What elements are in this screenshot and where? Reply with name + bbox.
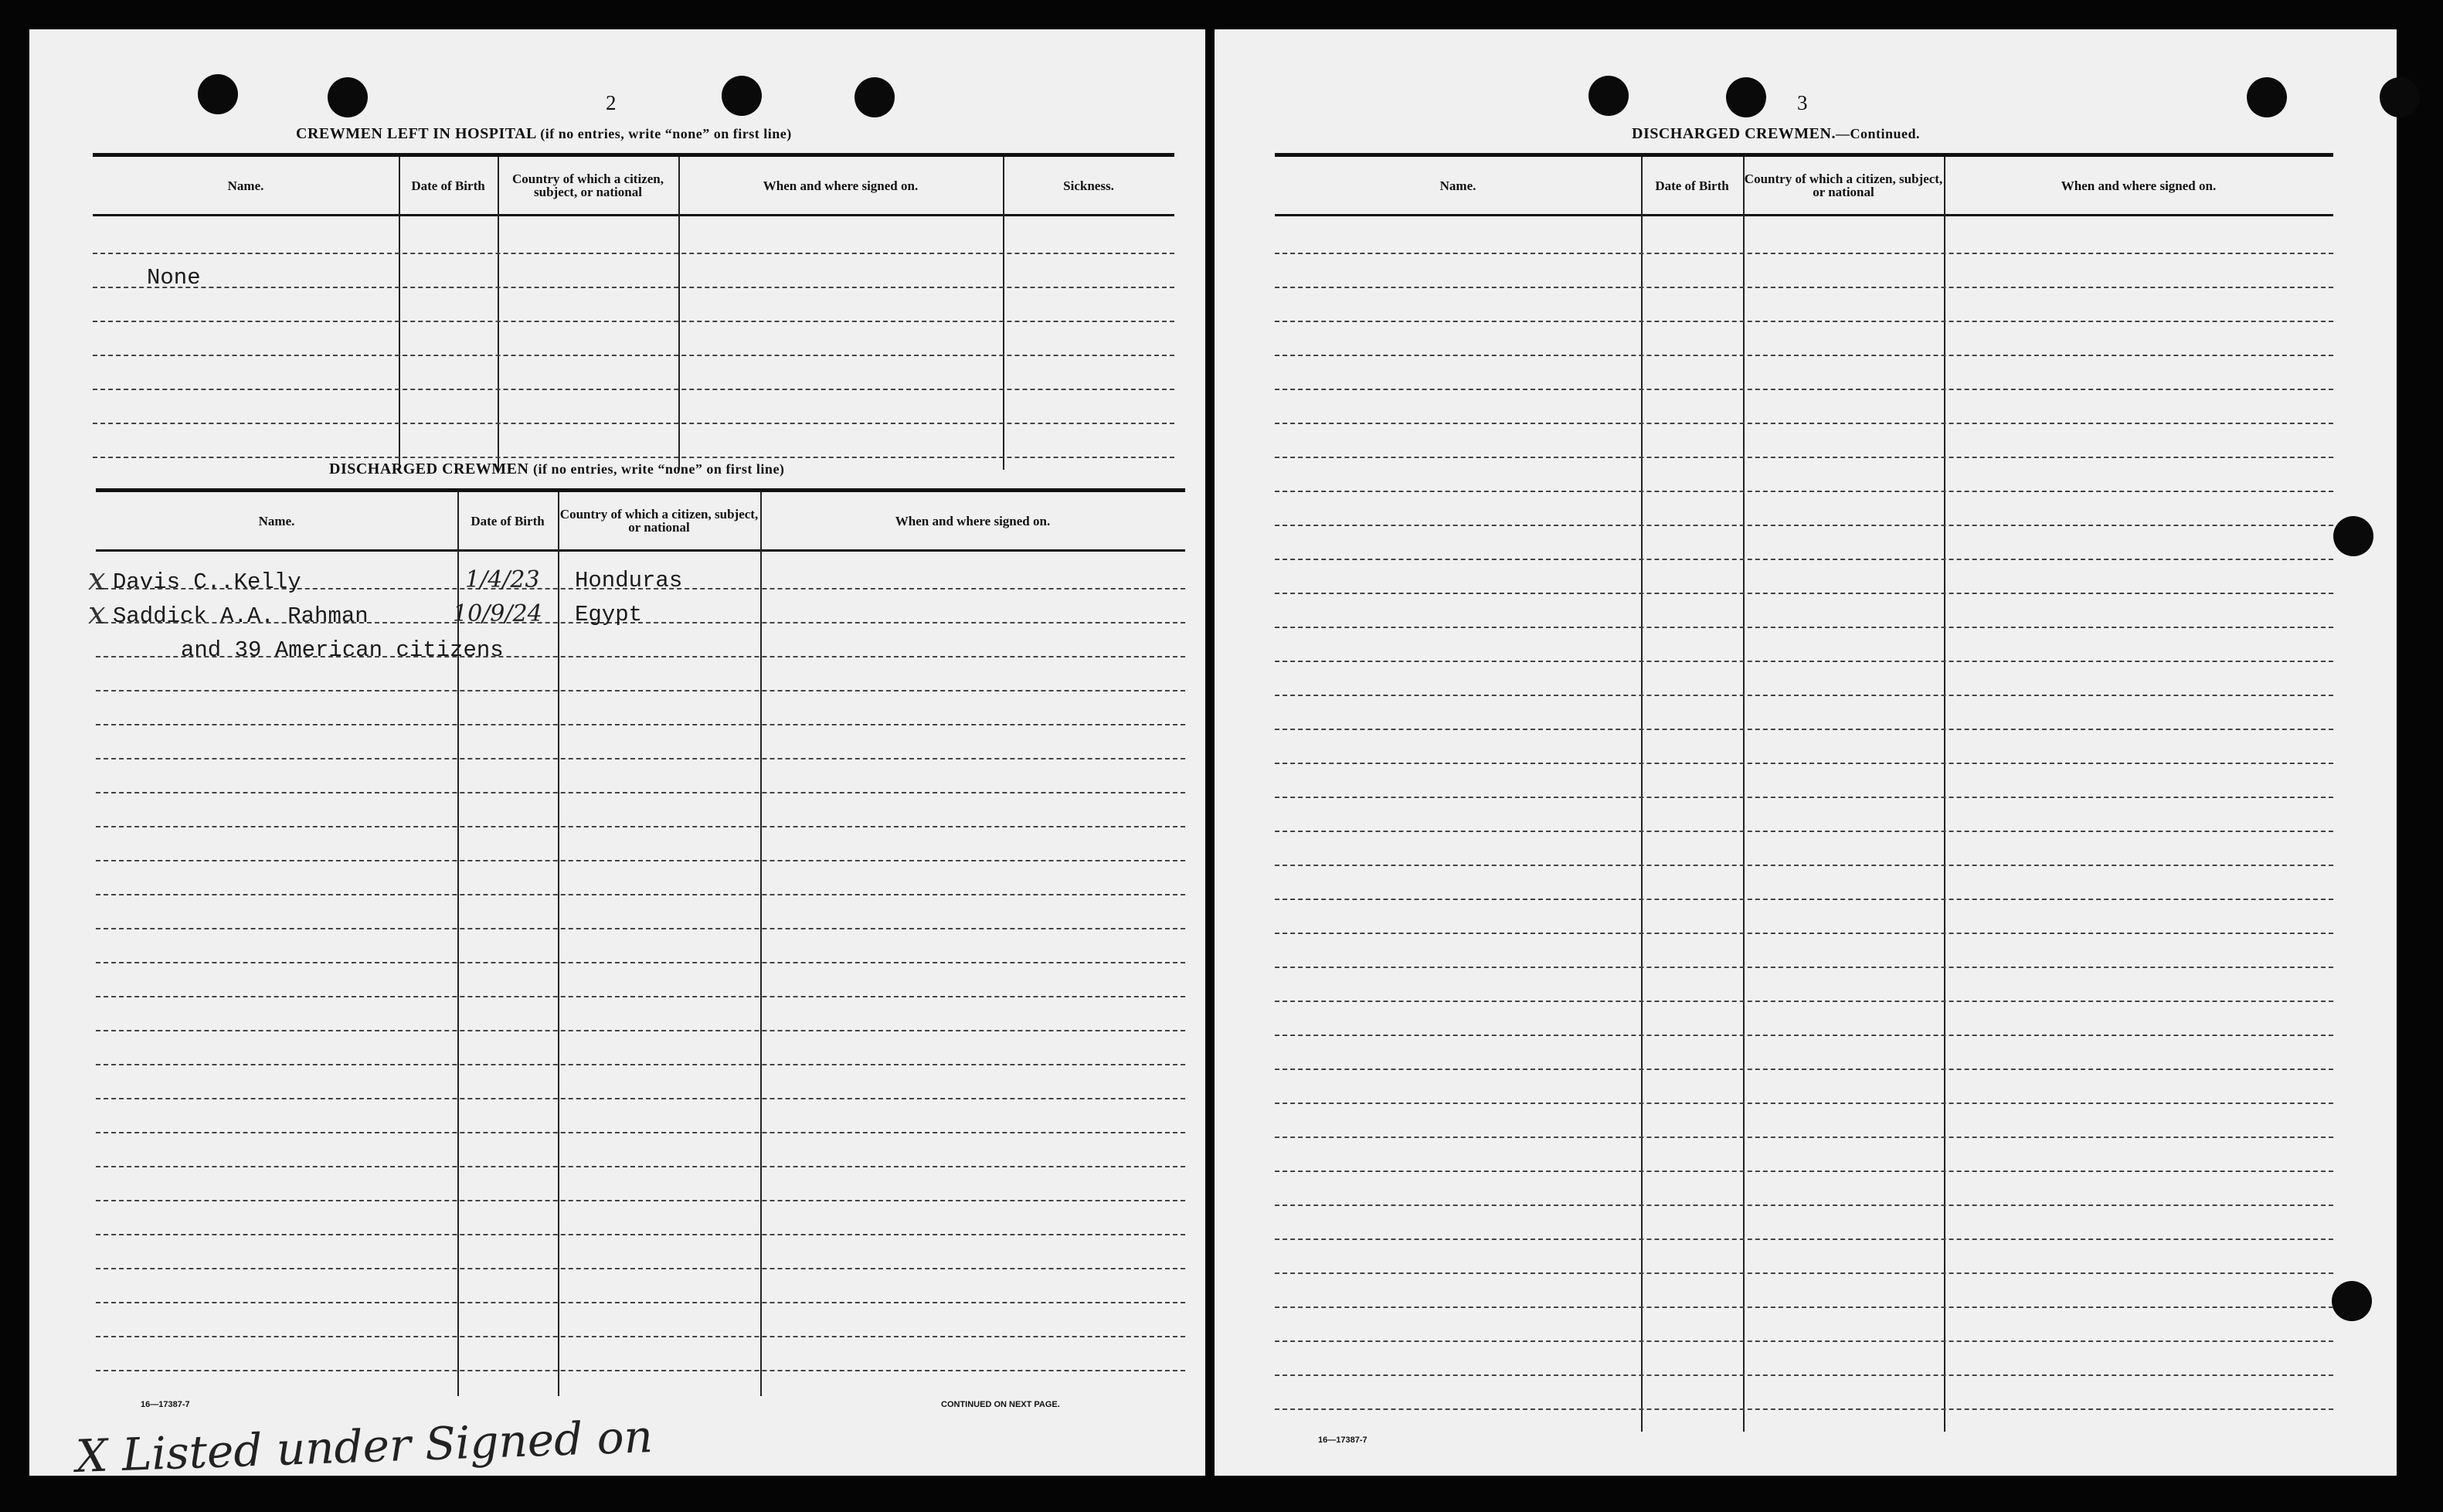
ruled-line bbox=[1275, 1001, 2333, 1002]
ruled-line bbox=[1275, 1103, 2333, 1104]
ruled-line bbox=[1275, 593, 2333, 594]
header-sickness: Sickness. bbox=[1063, 178, 1114, 193]
crewman-name: Davis C..Kelly bbox=[113, 569, 301, 595]
discharged-ruled-lines bbox=[96, 554, 1185, 1396]
ruled-line bbox=[93, 423, 1174, 424]
ruled-line bbox=[1275, 797, 2333, 798]
punch-hole bbox=[2333, 516, 2373, 556]
header-signed-on: When and where signed on. bbox=[2061, 178, 2217, 193]
ruled-line bbox=[1275, 389, 2333, 390]
ruled-line bbox=[1275, 457, 2333, 458]
header-country: Country of which a citizen, subject, or national bbox=[512, 172, 664, 199]
punch-hole bbox=[2380, 77, 2420, 117]
ruled-line bbox=[96, 1166, 1185, 1167]
ruled-line bbox=[93, 287, 1174, 288]
header-name: Name. bbox=[1439, 178, 1476, 193]
hospital-table bbox=[93, 153, 1174, 470]
crewman-dob: 10/9/24 bbox=[453, 600, 542, 627]
discharged-section-title: DISCHARGED CREWMEN (if no entries, write “none” on first line) bbox=[329, 460, 785, 477]
form-number: 16—17387-7 bbox=[141, 1400, 190, 1409]
header-country: Country of which a citizen, subject, or national bbox=[1744, 172, 1943, 199]
ruled-line bbox=[1275, 1306, 2333, 1308]
ruled-line bbox=[1275, 695, 2333, 696]
ruled-line bbox=[1275, 1272, 2333, 1274]
ruled-line bbox=[1275, 865, 2333, 866]
ruled-line bbox=[1275, 933, 2333, 934]
ruled-line bbox=[96, 962, 1185, 963]
ruled-line bbox=[93, 457, 1174, 458]
ruled-line bbox=[96, 724, 1185, 725]
ruled-line bbox=[96, 1200, 1185, 1201]
header-dob: Date of Birth bbox=[1655, 178, 1729, 193]
header-signed-on: When and where signed on. bbox=[763, 178, 919, 193]
ruled-line bbox=[96, 1268, 1185, 1269]
ruled-line bbox=[1275, 491, 2333, 492]
ruled-line bbox=[96, 758, 1185, 759]
continued-ruled-lines bbox=[1275, 219, 2333, 1432]
punch-hole bbox=[722, 76, 762, 116]
ruled-line bbox=[1275, 1035, 2333, 1036]
header-name: Name. bbox=[258, 513, 295, 528]
ruled-line bbox=[1275, 1137, 2333, 1138]
header-country: Country of which a citizen, subject, or national bbox=[559, 507, 759, 535]
header-signed-on: When and where signed on. bbox=[895, 513, 1051, 528]
ruled-line bbox=[96, 792, 1185, 793]
ruled-line bbox=[96, 1336, 1185, 1337]
form-page-right bbox=[1215, 29, 2397, 1476]
crewman-dob: 1/4/23 bbox=[465, 566, 540, 593]
punch-hole bbox=[1726, 77, 1766, 117]
ruled-line bbox=[1275, 1205, 2333, 1206]
ruled-line bbox=[96, 860, 1185, 861]
punch-hole bbox=[1588, 76, 1629, 116]
ruled-line bbox=[1275, 899, 2333, 900]
ruled-line bbox=[1275, 1374, 2333, 1376]
x-mark: x bbox=[88, 596, 106, 631]
discharged-table-header bbox=[96, 492, 1185, 552]
ruled-line bbox=[96, 1302, 1185, 1303]
ruled-line bbox=[1275, 967, 2333, 968]
ruled-line bbox=[1275, 253, 2333, 254]
ruled-line bbox=[1275, 287, 2333, 288]
ruled-line bbox=[1275, 525, 2333, 526]
punch-hole bbox=[855, 77, 895, 117]
ruled-line bbox=[1275, 729, 2333, 730]
ruled-line bbox=[96, 894, 1185, 895]
handwritten-annotation: X Listed under Signed on bbox=[75, 1409, 654, 1483]
x-mark: x bbox=[88, 562, 106, 597]
continued-note: CONTINUED ON NEXT PAGE. bbox=[941, 1400, 1060, 1409]
ruled-line bbox=[96, 1132, 1185, 1133]
ruled-line bbox=[1275, 559, 2333, 560]
discharged-table bbox=[88, 488, 1185, 1396]
ruled-line bbox=[93, 355, 1174, 356]
punch-hole bbox=[2247, 77, 2287, 117]
ruled-line bbox=[1275, 1171, 2333, 1172]
ruled-line bbox=[1275, 627, 2333, 628]
punch-hole bbox=[328, 77, 368, 117]
ruled-line bbox=[1275, 831, 2333, 832]
ruled-line bbox=[1275, 1238, 2333, 1240]
ruled-line bbox=[1275, 763, 2333, 764]
form-page-left bbox=[29, 29, 1205, 1483]
page-number: 2 bbox=[606, 91, 617, 114]
ruled-line bbox=[96, 1234, 1185, 1235]
hospital-ruled-lines bbox=[93, 219, 1174, 470]
hospital-table-header bbox=[93, 157, 1174, 216]
ruled-line bbox=[93, 253, 1174, 254]
ruled-line bbox=[93, 389, 1174, 390]
ruled-line bbox=[96, 1370, 1185, 1371]
ruled-line bbox=[96, 1098, 1185, 1099]
form-number: 16—17387-7 bbox=[1318, 1436, 1368, 1445]
hospital-entry-name: None bbox=[147, 265, 201, 291]
ruled-line bbox=[1275, 661, 2333, 662]
american-citizens-note: and 39 American citizens bbox=[181, 637, 504, 663]
ruled-line bbox=[96, 826, 1185, 827]
ruled-line bbox=[96, 928, 1185, 929]
punch-hole bbox=[2332, 1281, 2372, 1321]
ruled-line bbox=[96, 1064, 1185, 1065]
ruled-line bbox=[96, 690, 1185, 691]
discharged-continued-header bbox=[1275, 157, 2333, 216]
ruled-line bbox=[1275, 1069, 2333, 1070]
page-number: 3 bbox=[1797, 91, 1808, 114]
ruled-line bbox=[93, 321, 1174, 322]
ruled-line bbox=[1275, 355, 2333, 356]
ruled-line bbox=[96, 1030, 1185, 1031]
hospital-section-title: CREWMEN LEFT IN HOSPITAL (if no entries, write “none” on first line) bbox=[296, 125, 792, 142]
header-dob: Date of Birth bbox=[411, 178, 485, 193]
ruled-line bbox=[1275, 423, 2333, 424]
crewman-country: Honduras bbox=[575, 568, 683, 593]
ruled-line bbox=[1275, 321, 2333, 322]
ruled-line bbox=[96, 996, 1185, 997]
discharged-continued-table bbox=[1275, 153, 2333, 1432]
ruled-line bbox=[1275, 1340, 2333, 1342]
header-dob: Date of Birth bbox=[471, 513, 545, 528]
discharged-continued-title: DISCHARGED CREWMEN.—Continued. bbox=[1632, 125, 1920, 142]
header-name: Name. bbox=[227, 178, 264, 193]
crewman-country: Egypt bbox=[575, 602, 643, 627]
crewman-name: Saddick A.A. Rahman bbox=[113, 603, 369, 629]
punch-hole bbox=[198, 74, 238, 114]
ruled-line bbox=[1275, 1408, 2333, 1410]
